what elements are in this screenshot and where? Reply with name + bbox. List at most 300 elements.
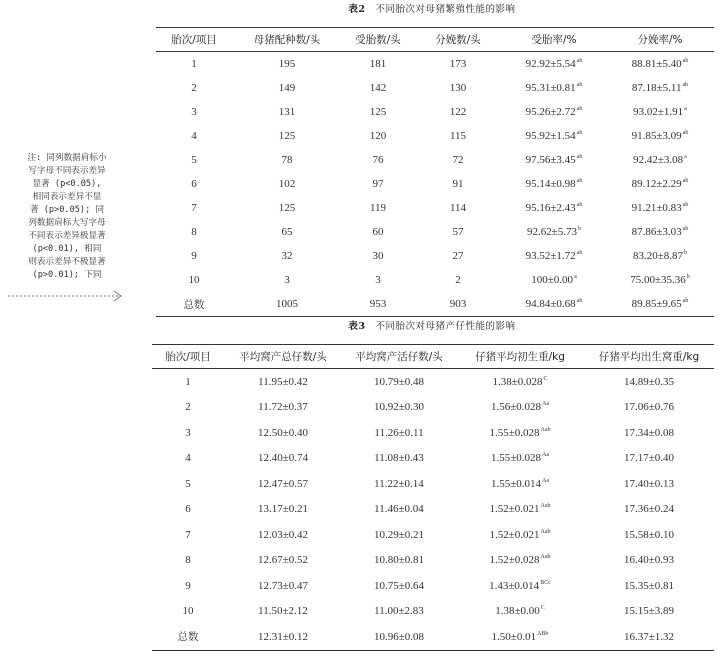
farrowed-cell-value: 130 xyxy=(449,82,467,94)
farrowed-cell xyxy=(414,52,502,77)
farrowing-rate-cell-value: 92.42±3.08 xyxy=(633,154,684,166)
conception-rate-cell-value: 95.16±2.43 xyxy=(525,202,576,214)
birth-weight-cell xyxy=(456,522,584,548)
birth-weight-cell xyxy=(456,497,584,523)
birth-weight-cell xyxy=(456,573,584,599)
table-row xyxy=(156,76,714,100)
significance-superscript: ab xyxy=(682,178,689,184)
conceived-cell-value: 60 xyxy=(372,226,384,238)
litter-weight-cell-value: 17.36±0.24 xyxy=(623,503,675,516)
conceived-cell-value: 120 xyxy=(369,130,387,142)
farrowing-rate-cell xyxy=(606,52,714,77)
farrowing-rate-cell-value: 93.02±1.91 xyxy=(633,106,684,118)
mated-cell-value: 125 xyxy=(278,130,296,142)
farrowed-cell-value: 903 xyxy=(449,298,467,310)
table-row xyxy=(152,522,714,548)
parity-cell xyxy=(152,573,224,599)
table-row xyxy=(152,548,714,574)
parity-cell-value: 8 xyxy=(185,554,191,567)
farrowing-rate-cell-value: 75.00±35.36 xyxy=(630,274,686,286)
column-header: 仔猪平均出生窝重/kg xyxy=(584,345,714,369)
parity-cell xyxy=(156,76,232,100)
birth-weight-cell xyxy=(456,599,584,625)
significance-superscript: ab xyxy=(576,130,583,136)
conception-rate-cell-value: 95.26±2.72 xyxy=(525,106,576,118)
conceived-cell xyxy=(342,124,414,148)
birth-weight-cell xyxy=(456,420,584,446)
significance-superscript: ab xyxy=(576,298,583,304)
mated-cell-value: 149 xyxy=(278,82,296,94)
table-row xyxy=(152,369,714,395)
table-row xyxy=(156,148,714,172)
table-row xyxy=(156,124,714,148)
footnote-line: 注: 同列数据肩标小 xyxy=(27,153,107,163)
parity-cell xyxy=(156,100,232,124)
mated-cell xyxy=(232,100,342,124)
farrowing-rate-cell xyxy=(606,124,714,148)
birth-weight-cell-value: 1.38±0.00 xyxy=(495,605,540,618)
footnote-line: 列数据肩标大写字母 xyxy=(28,218,106,228)
conception-rate-cell-value: 92.92±5.54 xyxy=(525,58,576,70)
conception-rate-cell xyxy=(502,292,606,317)
significance-superscript: ab xyxy=(576,250,583,256)
mated-cell xyxy=(232,244,342,268)
table-row xyxy=(152,420,714,446)
mated-cell-value: 1005 xyxy=(276,298,298,310)
significance-superscript: ab xyxy=(576,106,583,112)
born-alive-cell-value: 10.96±0.08 xyxy=(373,630,425,643)
litter-weight-cell-value: 17.17±0.40 xyxy=(623,452,675,465)
column-header: 仔猪平均初生重/kg xyxy=(456,345,584,369)
farrowed-cell-value: 173 xyxy=(449,58,467,70)
farrowing-rate-cell-value: 89.12±2.29 xyxy=(631,178,682,190)
significance-superscript: b xyxy=(686,274,690,280)
parity-cell-value: 2 xyxy=(191,82,197,94)
total-born-cell xyxy=(224,369,342,395)
birth-weight-cell xyxy=(456,395,584,421)
born-alive-cell xyxy=(342,471,456,497)
farrowed-cell xyxy=(414,124,502,148)
column-header: 胎次/项目 xyxy=(152,345,224,369)
table-row xyxy=(156,244,714,268)
born-alive-cell xyxy=(342,548,456,574)
footnote-line: 则表示差异不极显著 xyxy=(28,257,106,267)
significance-superscript: ab xyxy=(576,202,583,208)
mated-cell xyxy=(232,172,342,196)
total-born-cell xyxy=(224,471,342,497)
significance-superscript: a xyxy=(574,274,577,280)
significance-superscript: ab xyxy=(576,58,583,64)
footnote-line: (p>0.01); 下同 xyxy=(32,270,102,280)
significance-superscript: b xyxy=(684,250,688,256)
litter-weight-cell xyxy=(584,599,714,625)
footnote-line: 相同表示差异不显 xyxy=(32,192,102,202)
farrowing-rate-cell xyxy=(606,220,714,244)
birth-weight-cell xyxy=(456,446,584,472)
litter-weight-cell xyxy=(584,395,714,421)
parity-cell-value: 7 xyxy=(191,202,197,214)
born-alive-cell-value: 11.26±0.11 xyxy=(374,426,424,439)
parity-cell xyxy=(156,172,232,196)
farrowed-cell xyxy=(414,100,502,124)
conceived-cell-value: 125 xyxy=(369,106,387,118)
born-alive-cell-value: 11.00±2.83 xyxy=(374,605,424,618)
born-alive-cell-value: 11.22±0.14 xyxy=(374,477,424,490)
conceived-cell-value: 142 xyxy=(369,82,387,94)
parity-cell xyxy=(152,497,224,523)
birth-weight-cell-value: 1.56±0.028 xyxy=(490,401,542,414)
table2-caption xyxy=(152,1,712,15)
litter-weight-cell xyxy=(584,522,714,548)
born-alive-cell-value: 11.08±0.43 xyxy=(374,452,424,465)
parity-cell xyxy=(156,124,232,148)
farrowing-rate-cell xyxy=(606,244,714,268)
mated-cell-value: 131 xyxy=(278,106,296,118)
farrowing-rate-cell xyxy=(606,268,714,292)
born-alive-cell-value: 10.80±0.81 xyxy=(373,554,425,567)
significance-superscript: ab xyxy=(682,298,689,304)
conceived-cell-value: 181 xyxy=(369,58,387,70)
significance-superscript: a xyxy=(684,154,687,160)
total-born-cell xyxy=(224,395,342,421)
significance-superscript: BCc xyxy=(540,579,551,586)
born-alive-cell-value: 10.75±0.64 xyxy=(373,579,425,592)
conception-rate-cell xyxy=(502,268,606,292)
table2 xyxy=(156,27,714,317)
conceived-cell-value: 76 xyxy=(372,154,384,166)
table3-title: 不同胎次对母猪产仔性能的影响 xyxy=(375,321,516,332)
parity-cell xyxy=(156,196,232,220)
parity-cell xyxy=(152,471,224,497)
total-born-cell-value: 12.50±0.40 xyxy=(257,426,309,439)
mated-cell-value: 102 xyxy=(278,178,296,190)
footnote-line: 不同表示差异极显著 xyxy=(28,231,106,241)
significance-superscript: ab xyxy=(682,58,689,64)
farrowed-cell-value: 72 xyxy=(452,154,464,166)
table-row xyxy=(156,196,714,220)
born-alive-cell xyxy=(342,395,456,421)
significance-superscript: ab xyxy=(682,226,689,232)
farrowing-rate-cell-value: 91.21±0.83 xyxy=(631,202,682,214)
significance-superscript: ABb xyxy=(537,630,549,637)
mated-cell xyxy=(232,52,342,77)
litter-weight-cell xyxy=(584,548,714,574)
conception-rate-cell xyxy=(502,244,606,268)
farrowing-rate-cell-value: 91.85±3.09 xyxy=(631,130,682,142)
parity-cell xyxy=(156,292,232,317)
conception-rate-cell xyxy=(502,220,606,244)
birth-weight-cell-value: 1.55±0.014 xyxy=(490,477,542,490)
significance-superscript: ab xyxy=(682,130,689,136)
born-alive-cell xyxy=(342,599,456,625)
conception-rate-cell-value: 92.62±5.73 xyxy=(526,226,578,238)
parity-cell-value: 总数 xyxy=(177,631,199,644)
parity-cell-value: 1 xyxy=(185,375,191,388)
total-born-cell-value: 12.67±0.52 xyxy=(257,554,309,567)
total-born-cell xyxy=(224,420,342,446)
birth-weight-cell xyxy=(456,369,584,395)
column-header: 受胎数/头 xyxy=(342,28,414,52)
born-alive-cell-value: 11.46±0.04 xyxy=(374,503,424,516)
table-row xyxy=(152,446,714,472)
total-born-cell-value: 12.31±0.12 xyxy=(257,630,309,643)
parity-cell xyxy=(152,395,224,421)
parity-cell-value: 10 xyxy=(182,605,194,618)
footnote-line: 著 (p>0.05); 同 xyxy=(29,205,105,215)
total-born-cell xyxy=(224,522,342,548)
farrowed-cell xyxy=(414,268,502,292)
significance-superscript: Aa xyxy=(542,477,550,484)
born-alive-cell xyxy=(342,446,456,472)
total-born-cell-value: 12.40±0.74 xyxy=(257,452,309,465)
litter-weight-cell-value: 17.40±0.13 xyxy=(623,477,675,490)
footnote-line: (p<0.01), 相同 xyxy=(32,244,102,254)
farrowed-cell-value: 2 xyxy=(455,274,461,286)
farrowing-rate-cell-value: 87.18±5.11 xyxy=(631,82,682,94)
conceived-cell xyxy=(342,292,414,317)
birth-weight-cell-value: 1.55±0.028 xyxy=(490,452,542,465)
parity-cell xyxy=(152,420,224,446)
footnote-line: 显著 (p<0.05), xyxy=(32,179,102,189)
birth-weight-cell-value: 1.43±0.014 xyxy=(489,579,540,592)
total-born-cell xyxy=(224,573,342,599)
mated-cell xyxy=(232,76,342,100)
conception-rate-cell xyxy=(502,148,606,172)
table3 xyxy=(152,344,714,651)
farrowing-rate-cell-value: 88.81±5.40 xyxy=(631,58,682,70)
farrowed-cell xyxy=(414,172,502,196)
mated-cell-value: 125 xyxy=(278,202,296,214)
table2-number: 表2 xyxy=(348,4,366,15)
conceived-cell-value: 30 xyxy=(372,250,384,262)
parity-cell xyxy=(152,548,224,574)
significance-superscript: ab xyxy=(682,202,689,208)
birth-weight-cell-value: 1.38±0.028 xyxy=(492,375,543,388)
parity-cell xyxy=(156,244,232,268)
parity-cell xyxy=(156,220,232,244)
birth-weight-cell-value: 1.52±0.028 xyxy=(489,554,540,567)
total-born-cell xyxy=(224,497,342,523)
litter-weight-cell xyxy=(584,471,714,497)
farrowed-cell xyxy=(414,292,502,317)
conceived-cell-value: 3 xyxy=(375,274,381,286)
farrowing-rate-cell xyxy=(606,172,714,196)
litter-weight-cell xyxy=(584,573,714,599)
total-born-cell-value: 12.03±0.42 xyxy=(257,528,309,541)
farrowed-cell-value: 115 xyxy=(449,130,467,142)
parity-cell xyxy=(156,268,232,292)
litter-weight-cell-value: 15.15±3.89 xyxy=(623,605,675,618)
litter-weight-cell xyxy=(584,369,714,395)
significance-superscript: b xyxy=(578,226,582,232)
conceived-cell xyxy=(342,76,414,100)
column-header: 平均窝产总仔数/头 xyxy=(224,345,342,369)
table-row xyxy=(156,220,714,244)
table3-header-row xyxy=(152,345,714,369)
table-row xyxy=(152,573,714,599)
parity-cell-value: 9 xyxy=(191,250,197,262)
litter-weight-cell xyxy=(584,497,714,523)
mated-cell xyxy=(232,196,342,220)
mated-cell-value: 32 xyxy=(281,250,293,262)
farrowed-cell xyxy=(414,196,502,220)
farrowing-rate-cell-value: 89.85±9.65 xyxy=(631,298,682,310)
parity-cell-value: 2 xyxy=(185,401,191,414)
parity-cell-value: 10 xyxy=(188,274,200,286)
litter-weight-cell-value: 16.40±0.93 xyxy=(623,554,675,567)
litter-weight-cell-value: 17.06±0.76 xyxy=(623,401,675,414)
conceived-cell-value: 119 xyxy=(369,202,387,214)
significance-superscript: Aab xyxy=(540,503,551,510)
mated-cell xyxy=(232,292,342,317)
significance-superscript: C xyxy=(540,605,545,612)
conception-rate-cell xyxy=(502,196,606,220)
litter-weight-cell-value: 16.37±1.32 xyxy=(623,630,675,643)
farrowed-cell-value: 91 xyxy=(452,178,464,190)
significance-superscript: Aab xyxy=(540,426,551,433)
conceived-cell xyxy=(342,220,414,244)
significance-superscript: C xyxy=(543,375,548,382)
conception-rate-cell-value: 95.14±0.98 xyxy=(525,178,576,190)
significance-superscript: ab xyxy=(576,82,583,88)
mated-cell-value: 78 xyxy=(281,154,293,166)
parity-cell-value: 5 xyxy=(191,154,197,166)
table-row xyxy=(156,172,714,196)
parity-cell-value: 3 xyxy=(191,106,197,118)
parity-cell-value: 总数 xyxy=(183,298,205,311)
farrowed-cell xyxy=(414,76,502,100)
conception-rate-cell xyxy=(502,124,606,148)
conceived-cell xyxy=(342,196,414,220)
column-header: 分娩数/头 xyxy=(414,28,502,52)
conception-rate-cell-value: 94.84±0.68 xyxy=(525,298,576,310)
birth-weight-cell-value: 1.52±0.021 xyxy=(489,528,540,541)
farrowed-cell-value: 122 xyxy=(449,106,467,118)
parity-cell-value: 8 xyxy=(191,226,197,238)
table-row xyxy=(156,292,714,317)
table-row xyxy=(152,395,714,421)
column-header: 分娩率/% xyxy=(606,28,714,52)
born-alive-cell xyxy=(342,369,456,395)
table3-number: 表3 xyxy=(348,321,366,332)
significance-superscript: Aab xyxy=(540,554,551,561)
parity-cell xyxy=(152,522,224,548)
mated-cell-value: 65 xyxy=(281,226,293,238)
table2-header-row xyxy=(156,28,714,52)
conception-rate-cell xyxy=(502,52,606,77)
total-born-cell xyxy=(224,446,342,472)
born-alive-cell xyxy=(342,420,456,446)
table2-title: 不同胎次对母猪繁殖性能的影响 xyxy=(375,4,516,15)
parity-cell-value: 1 xyxy=(191,58,197,70)
column-header: 母猪配种数/头 xyxy=(232,28,342,52)
significance-superscript: Aa xyxy=(542,401,550,408)
significance-superscript: Aa xyxy=(542,452,550,459)
column-header: 受胎率/% xyxy=(502,28,606,52)
mated-cell xyxy=(232,148,342,172)
birth-weight-cell-value: 1.55±0.028 xyxy=(489,426,540,439)
parity-cell xyxy=(152,446,224,472)
total-born-cell xyxy=(224,599,342,625)
column-header: 胎次/项目 xyxy=(156,28,232,52)
total-born-cell-value: 12.47±0.57 xyxy=(257,477,309,490)
farrowing-rate-cell xyxy=(606,292,714,317)
farrowed-cell xyxy=(414,220,502,244)
table-row xyxy=(156,268,714,292)
farrowing-rate-cell xyxy=(606,100,714,124)
litter-weight-cell-value: 14.89±0.35 xyxy=(623,375,675,388)
conception-rate-cell xyxy=(502,172,606,196)
litter-weight-cell xyxy=(584,420,714,446)
farrowed-cell-value: 114 xyxy=(449,202,467,214)
born-alive-cell xyxy=(342,573,456,599)
footnote-line: 写字母不同表示差异 xyxy=(28,166,106,176)
conception-rate-cell-value: 93.52±1.72 xyxy=(525,250,576,262)
parity-cell xyxy=(156,148,232,172)
conceived-cell-value: 953 xyxy=(369,298,387,310)
conceived-cell-value: 97 xyxy=(372,178,384,190)
birth-weight-cell-value: 1.52±0.021 xyxy=(489,503,540,516)
born-alive-cell-value: 10.79±0.48 xyxy=(373,375,425,388)
mated-cell xyxy=(232,220,342,244)
conception-rate-cell xyxy=(502,100,606,124)
farrowed-cell-value: 27 xyxy=(452,250,464,262)
parity-cell-value: 7 xyxy=(185,528,191,541)
parity-cell-value: 4 xyxy=(191,130,197,142)
parity-cell xyxy=(152,599,224,625)
conception-rate-cell-value: 95.92±1.54 xyxy=(525,130,576,142)
farrowing-rate-cell xyxy=(606,76,714,100)
born-alive-cell-value: 10.29±0.21 xyxy=(373,528,425,541)
footnote xyxy=(14,152,120,282)
farrowing-rate-cell-value: 83.20±8.87 xyxy=(632,250,684,262)
parity-cell-value: 6 xyxy=(185,503,191,516)
conception-rate-cell-value: 95.31±0.81 xyxy=(525,82,576,94)
parity-cell xyxy=(152,369,224,395)
conception-rate-cell-value: 100±0.00 xyxy=(531,274,574,286)
farrowed-cell xyxy=(414,148,502,172)
litter-weight-cell-value: 15.58±0.10 xyxy=(623,528,675,541)
column-header: 平均窝产活仔数/头 xyxy=(342,345,456,369)
farrowing-rate-cell xyxy=(606,148,714,172)
farrowing-rate-cell-value: 87.86±3.03 xyxy=(631,226,682,238)
conceived-cell xyxy=(342,100,414,124)
total-born-cell-value: 12.73±0.47 xyxy=(257,579,309,592)
mated-cell-value: 195 xyxy=(278,58,296,70)
parity-cell-value: 3 xyxy=(185,426,191,439)
born-alive-cell xyxy=(342,522,456,548)
conceived-cell xyxy=(342,268,414,292)
mated-cell-value: 3 xyxy=(284,274,290,286)
born-alive-cell-value: 10.92±0.30 xyxy=(373,401,425,414)
parity-cell xyxy=(156,52,232,77)
table-row xyxy=(152,599,714,625)
conceived-cell xyxy=(342,244,414,268)
farrowed-cell xyxy=(414,244,502,268)
parity-cell-value: 9 xyxy=(185,579,191,592)
parity-cell-value: 6 xyxy=(191,178,197,190)
conceived-cell xyxy=(342,172,414,196)
birth-weight-cell xyxy=(456,471,584,497)
conceived-cell xyxy=(342,52,414,77)
litter-weight-cell-value: 15.35±0.81 xyxy=(623,579,675,592)
table-row xyxy=(152,471,714,497)
conception-rate-cell-value: 97.56±3.45 xyxy=(525,154,576,166)
farrowing-rate-cell xyxy=(606,196,714,220)
conception-rate-cell xyxy=(502,76,606,100)
parity-cell-value: 5 xyxy=(185,477,191,490)
birth-weight-cell-value: 1.50±0.01 xyxy=(491,630,537,643)
